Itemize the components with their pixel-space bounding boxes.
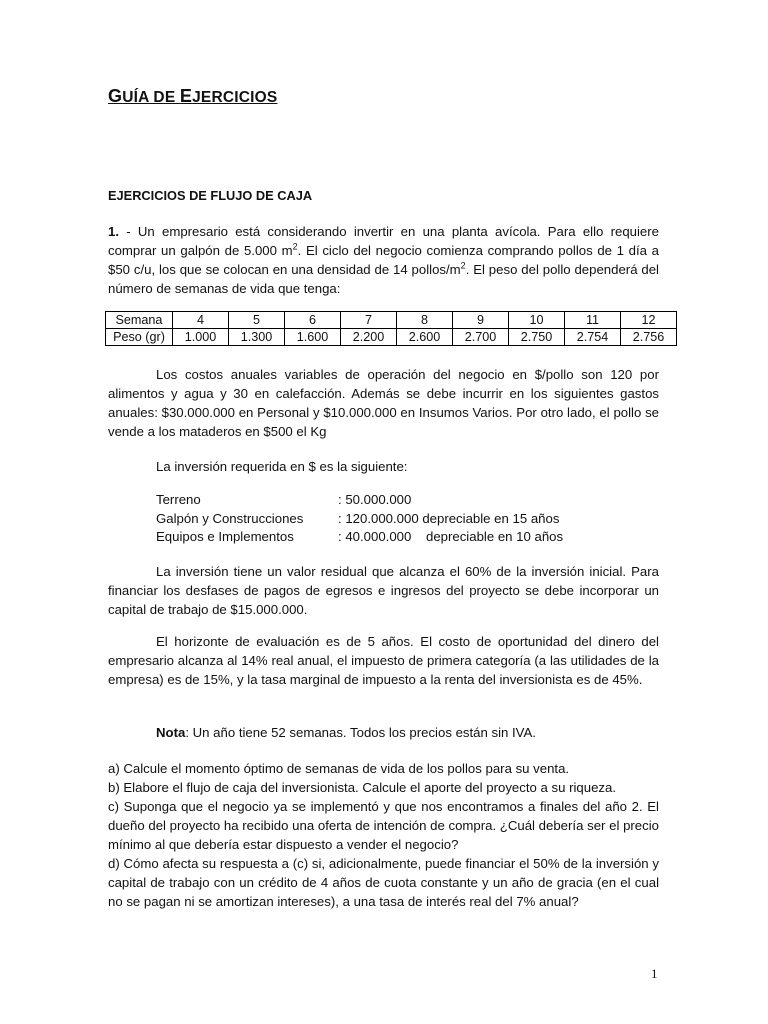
table-cell: 7 <box>341 312 397 329</box>
investment-row-land: Terreno : 50.000.000 <box>156 492 412 507</box>
table-cell: 1.000 <box>173 329 229 346</box>
table-cell: 4 <box>173 312 229 329</box>
table-cell: 2.200 <box>341 329 397 346</box>
table-cell: 12 <box>621 312 677 329</box>
table-row-weeks <box>106 312 677 329</box>
table-cell: 2.600 <box>397 329 453 346</box>
table-cell: 2.754 <box>565 329 621 346</box>
document-title: GUÍA DE EJERCICIOS <box>108 86 278 106</box>
question-a: a) Calcule el momento óptimo de semanas de vida de los pollos para su venta. <box>108 761 570 776</box>
table-cell: 2.750 <box>509 329 565 346</box>
table-row-weights <box>106 329 677 346</box>
table-cell: 5 <box>229 312 285 329</box>
costs-paragraph: Los costos anuales variables de operación del negocio en $/pollo son 120 por alimentos y agua y 30 en calefacción. Además se debe incurrir en los siguientes gastos anuales: $30.000.000 en Personal y $10.000.000 en Insumos Varios. Por otro lado, el pollo se vende a los mataderos en $500 el Kg <box>108 367 659 439</box>
table-row-label: Semana <box>106 312 173 329</box>
investment-intro: La inversión requerida en $ es la siguiente: <box>156 459 408 474</box>
exercise-1-intro: 1. - Un empresario está considerando invertir en una planta avícola. Para ello requiere comprar un galpón de 5.000 $m^2$. El ciclo del negocio comienza comprando pollos de 1 día a $50 c/u, los que se colocan en una densidad de 14 pollos/$m^2$. El peso del pollo dependerá del número de semanas de vida que tenga: <box>108 224 660 296</box>
question-c: c) Suponga que el negocio ya se implementó y que nos encontramos a finales del año 2. El dueño del proyecto ha recibido una oferta de intención de compra. ¿Cuál debería ser el precio mínimo al que debería estar dispuesto a vender el negocio? <box>108 799 659 852</box>
weights-table <box>105 311 677 346</box>
table-row-label: Peso (gr) <box>106 329 173 346</box>
horizon-paragraph: El horizonte de evaluación es de 5 años. El costo de oportunidad del dinero del empresario alcanza al 14% real anual, el impuesto de primera categoría (a las utilidades de la empresa) es de 15%, y la tasa marginal de impuesto a la renta del inversionista es de 45%. <box>108 634 659 687</box>
question-b: b) Elabore el flujo de caja del inversionista. Calcule el aporte del proyecto a su riqueza. <box>108 780 617 795</box>
table-cell: 10 <box>509 312 565 329</box>
residual-paragraph: La inversión tiene un valor residual que alcanza el 60% de la inversión inicial. Para financiar los desfases de pagos de egresos e ingresos del proyecto se debe incorporar un capital de trabajo de $15.000.000. <box>108 564 659 617</box>
table-cell: 1.600 <box>285 329 341 346</box>
note-paragraph: Nota: Un año tiene 52 semanas. Todos los precios están sin IVA. <box>156 725 536 740</box>
table-cell: 6 <box>285 312 341 329</box>
table-cell: 9 <box>453 312 509 329</box>
table-cell: 2.700 <box>453 329 509 346</box>
section-heading: EJERCICIOS DE FLUJO DE CAJA <box>108 188 313 203</box>
note-label: Nota <box>156 725 186 740</box>
table-cell: 1.300 <box>229 329 285 346</box>
investment-row-equipment: Equipos e Implementos : 40.000.000 depreciable en 10 años <box>156 529 564 544</box>
table-cell: 2.756 <box>621 329 677 346</box>
questions-list <box>108 759 659 911</box>
exercise-number: 1. <box>108 224 119 239</box>
question-d: d) Cómo afecta su respuesta a (c) si, adicionalmente, puede financiar el 50% de la inversión y capital de trabajo con un crédito de 4 años de cuota constante y un año de gracia (en el cual no se pagan ni se amortizan intereses), a una tasa de interés real del 7% anual? <box>108 856 659 909</box>
page-number: 1 <box>651 966 658 981</box>
investment-row-buildings: Galpón y Construcciones : 120.000.000 depreciable en 15 años <box>156 511 560 526</box>
table-cell: 8 <box>397 312 453 329</box>
table-cell: 11 <box>565 312 621 329</box>
